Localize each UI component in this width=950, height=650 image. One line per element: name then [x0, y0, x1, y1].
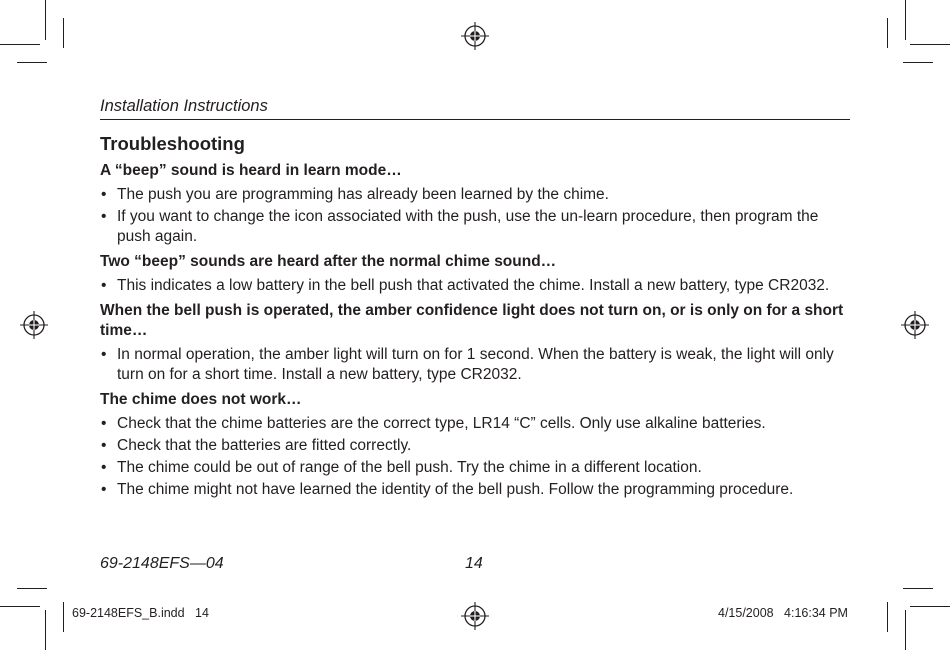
answer-item: • This indicates a low battery in the bell push that activated the chime. Install a new battery, type CR2032. — [100, 276, 850, 296]
crop-mark — [905, 610, 906, 650]
document-number: 69-2148EFS—04 — [100, 555, 224, 572]
troubleshooting-section — [100, 131, 850, 505]
slug-filename: 69-2148EFS_B.indd 14 — [72, 606, 209, 620]
crop-mark — [905, 0, 906, 40]
crop-mark — [63, 602, 64, 632]
issue-answers — [100, 185, 850, 247]
crop-mark — [17, 62, 47, 63]
crop-mark — [17, 588, 47, 589]
issue-heading: The chime does not work… — [100, 391, 302, 408]
issue-heading: Two “beep” sounds are heard after the normal chime sound… — [100, 253, 557, 270]
crop-mark — [0, 606, 40, 607]
answer-item: • Check that the chime batteries are the correct type, LR14 “C” cells. Only use alkaline batteries. — [100, 414, 850, 434]
crop-mark — [887, 18, 888, 48]
crop-mark — [0, 44, 40, 45]
answer-item: • The chime might not have learned the identity of the bell push. Follow the programming procedure. — [100, 480, 850, 500]
registration-mark-icon — [901, 311, 929, 339]
answer-item: • If you want to change the icon associated with the push, use the un-learn procedure, then program the push again. — [100, 207, 850, 247]
running-header: Installation Instructions — [100, 97, 268, 115]
issue-heading: A “beep” sound is heard in learn mode… — [100, 162, 402, 179]
header-rule — [100, 119, 850, 120]
answer-item: • The push you are programming has already been learned by the chime. — [100, 185, 850, 205]
crop-mark — [887, 602, 888, 632]
crop-mark — [910, 44, 950, 45]
crop-mark — [903, 588, 933, 589]
section-title: Troubleshooting — [100, 133, 245, 154]
issue-answers — [100, 414, 850, 500]
page-number: 14 — [465, 555, 483, 572]
registration-mark-icon — [461, 22, 489, 50]
registration-mark-icon — [461, 602, 489, 630]
slug-timestamp: 4/15/2008 4:16:34 PM — [718, 606, 848, 620]
answer-item: • The chime could be out of range of the bell push. Try the chime in a different location. — [100, 458, 850, 478]
crop-mark — [45, 610, 46, 650]
crop-mark — [910, 606, 950, 607]
crop-mark — [903, 62, 933, 63]
crop-mark — [63, 18, 64, 48]
answer-item: • Check that the batteries are fitted correctly. — [100, 436, 850, 456]
issue-answers — [100, 276, 850, 296]
answer-item: • In normal operation, the amber light will turn on for 1 second. When the battery is weak, the light will only turn on for a short time. Install a new battery, type CR2032. — [100, 345, 850, 385]
issue-heading: When the bell push is operated, the amber confidence light does not turn on, or is only on for a short time… — [100, 302, 844, 339]
issue-answers — [100, 345, 850, 385]
registration-mark-icon — [20, 311, 48, 339]
crop-mark — [45, 0, 46, 40]
